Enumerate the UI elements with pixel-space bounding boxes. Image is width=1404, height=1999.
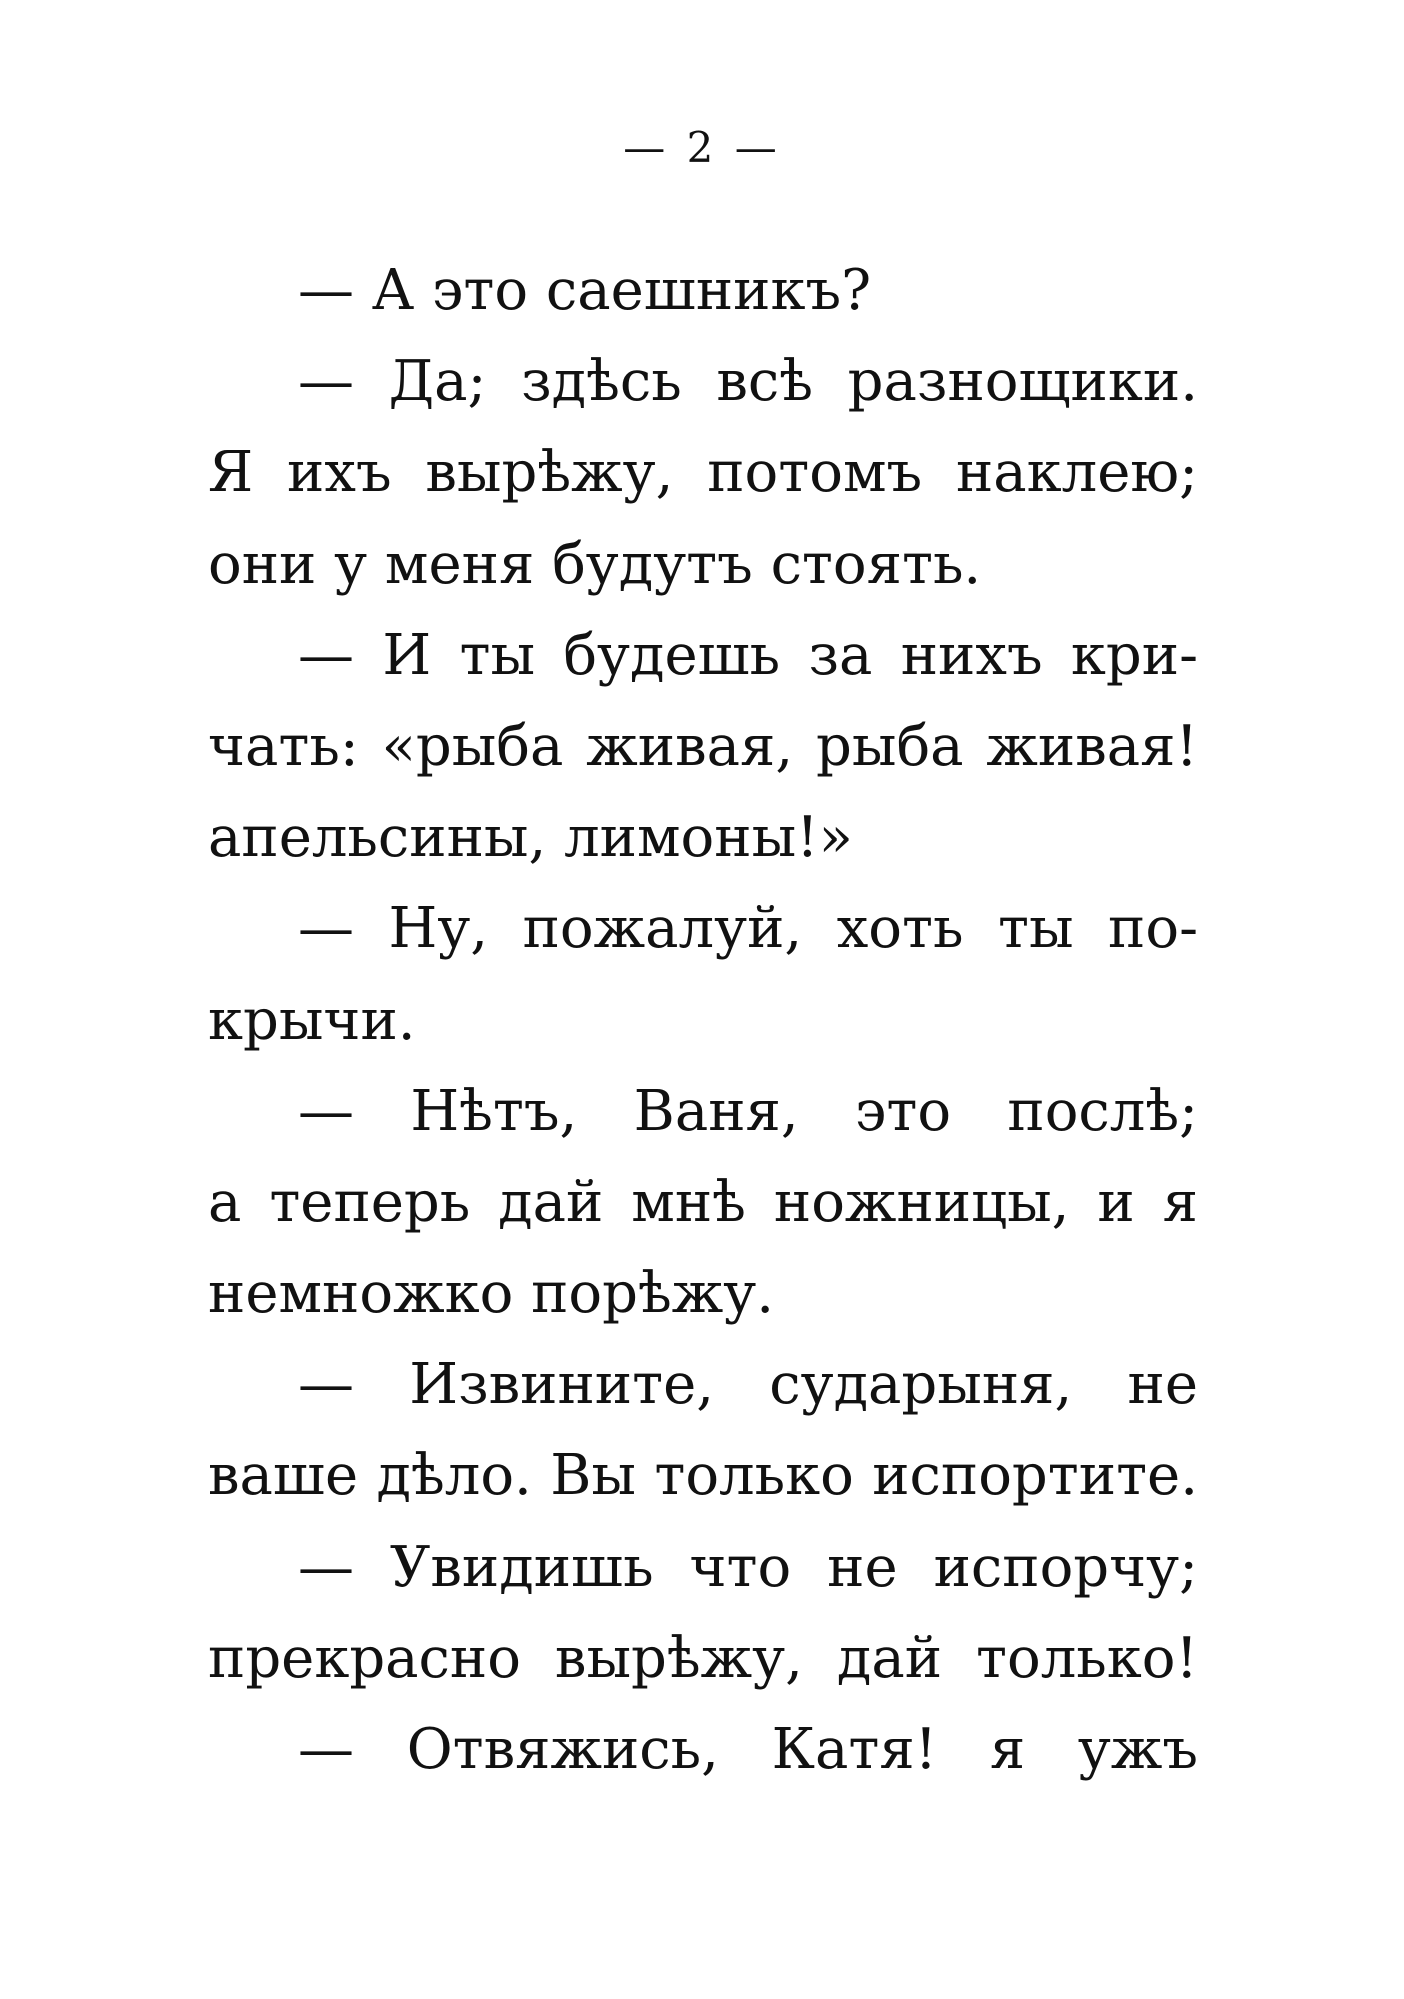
text-line: — Да; здѣсь всѣ разнощики.: [298, 349, 1198, 415]
text-line: — Нѣтъ, Ваня, это послѣ;: [298, 1078, 1198, 1144]
page-number: — 2 —: [623, 123, 781, 172]
text-line: — Отвяжись, Катя! я ужъ: [298, 1717, 1198, 1782]
body-text: [208, 245, 1198, 1795]
text-line: ваше дѣло. Вы только испортите.: [208, 1443, 1198, 1509]
text-line: — И ты будешь за нихъ кри-: [298, 622, 1198, 688]
text-line: — А это саешникъ?: [298, 258, 872, 323]
text-line: они у меня будутъ стоять.: [208, 531, 982, 597]
text-line: крычи.: [208, 987, 416, 1053]
text-line: — Извините, сударыня, не: [298, 1352, 1198, 1418]
text-line: апельсины, лимоны!»: [208, 805, 853, 871]
text-line: — Ну, пожалуй, хоть ты по-: [298, 896, 1198, 962]
text-line: прекрасно вырѣжу, дай только!: [208, 1625, 1198, 1691]
text-line: а теперь дай мнѣ ножницы, и я: [208, 1169, 1198, 1235]
text-line: немножко порѣжу.: [208, 1261, 775, 1327]
text-line: — Увидишь что не испорчу;: [298, 1534, 1198, 1600]
text-line: Я ихъ вырѣжу, потомъ наклею;: [208, 440, 1198, 506]
text-line: чать: «рыба живая, рыба живая!: [208, 713, 1198, 779]
